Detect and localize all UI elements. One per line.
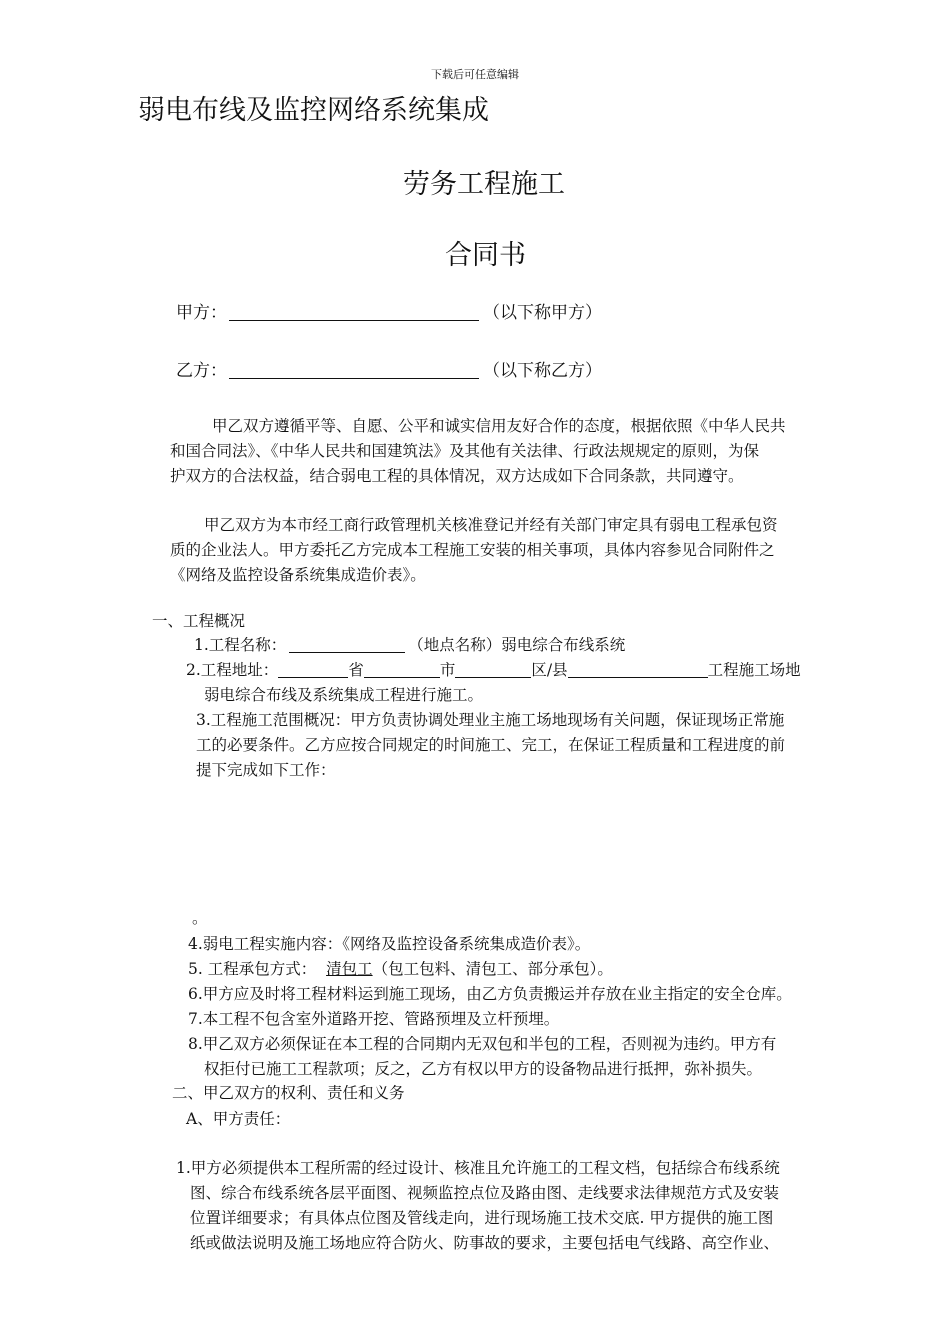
title-line-1: 弱电布线及监控网络系统集成 <box>138 95 489 126</box>
party-b-line <box>176 356 602 381</box>
district-label: 区/县 <box>531 661 568 679</box>
section1-item2-line2: 弱电综合布线及系统集成工程进行施工。 <box>204 686 484 704</box>
section1-item8-line1: 8.甲乙双方必须保证在本工程的合同期内无双包和半包的工程，否则视为违约。甲方有 <box>188 1035 777 1053</box>
item1-prefix: 1.工程名称： <box>194 636 287 654</box>
province-blank[interactable] <box>278 661 348 678</box>
party-a-suffix: （以下称甲方） <box>483 303 602 323</box>
intro-p1-line1: 甲乙双方遵循平等、自愿、公平和诚实信用友好合作的态度，根据依照《中华人民共 <box>212 417 786 435</box>
party-a-label: 甲方： <box>176 303 227 323</box>
title-line-2: 劳务工程施工 <box>403 169 565 200</box>
item1-suffix: （地点名称）弱电综合布线系统 <box>408 636 626 654</box>
item2-prefix: 2.工程地址： <box>186 661 279 679</box>
intro-p1-line2: 和国合同法》、《中华人民共和国建筑法》及其他有关法律、行政法规规定的原则，为保 <box>170 442 760 460</box>
party-b-label: 乙方： <box>176 361 227 381</box>
section2-a1-line1: 1.甲方必须提供本工程所需的经过设计、核准且允许施工的工程文档，包括综合布线系统 <box>176 1159 780 1177</box>
item2-suffix: 工程施工场地 <box>707 661 801 679</box>
party-a-blank[interactable] <box>229 302 479 321</box>
city-blank[interactable] <box>364 661 440 678</box>
contract-mode-value: 清包工 <box>326 960 373 978</box>
section1-item8-line2: 权拒付已施工工程款项；反之，乙方有权以甲方的设备物品进行抵押，弥补损失。 <box>204 1060 763 1078</box>
title-line-3: 合同书 <box>445 240 526 271</box>
intro-p2-line3: 《网络及监控设备系统集成造价表》。 <box>170 566 426 584</box>
section1-item4: 4.弱电工程实施内容：《网络及监控设备系统集成造价表》。 <box>188 935 591 953</box>
section1-item1 <box>194 633 625 657</box>
project-name-blank[interactable] <box>289 636 405 653</box>
address-detail-blank[interactable] <box>568 661 708 678</box>
intro-p1-line3: 护双方的合法权益，结合弱电工程的具体情况，双方达成如下合同条款，共同遵守。 <box>170 467 744 485</box>
section1-item2 <box>186 658 801 682</box>
intro-p2-line1: 甲乙双方为本市经工商行政管理机关核准登记并经有关部门审定具有弱电工程承包资 <box>204 516 778 534</box>
section1-item3-line1: 3.工程施工范围概况：甲方负责协调处理业主施工场地现场有关问题，保证现场正常施 <box>196 711 785 729</box>
province-label: 省 <box>348 661 364 679</box>
section2-a1-line4: 纸或做法说明及施工场地应符合防火、防事故的要求，主要包括电气线路、高空作业、 <box>190 1234 780 1252</box>
section1-dot: 。 <box>192 909 208 927</box>
header-note: 下载后可任意编辑 <box>431 68 519 81</box>
district-blank[interactable] <box>455 661 531 678</box>
section1-item3-line3: 提下完成如下工作： <box>196 761 336 779</box>
section1-item5 <box>188 957 613 981</box>
party-a-line <box>176 298 602 323</box>
intro-p2-line2: 质的企业法人。甲方委托乙方完成本工程施工安装的相关事项，具体内容参见合同附件之 <box>170 541 775 559</box>
section2-a1-line2: 图、综合布线系统各层平面图、视频监控点位及路由图、走线要求法律规范方式及安装 <box>190 1184 780 1202</box>
item5-suffix: （包工包料、清包工、部分承包）。 <box>372 960 613 978</box>
section2-sub-a: A、甲方责任： <box>186 1110 291 1128</box>
section1-item7: 7.本工程不包含室外道路开挖、管路预埋及立杆预埋。 <box>188 1010 560 1028</box>
item5-prefix: 5. 工程承包方式： <box>188 960 317 978</box>
city-label: 市 <box>439 661 456 679</box>
party-b-suffix: （以下称乙方） <box>483 361 602 381</box>
section1-heading: 一、工程概况 <box>152 612 246 630</box>
section1-item3-line2: 工的必要条件。乙方应按合同规定的时间施工、完工，在保证工程质量和工程进度的前 <box>196 736 786 754</box>
section2-heading: 二、甲乙双方的权利、责任和义务 <box>172 1084 405 1102</box>
section2-a1-line3: 位置详细要求；有具体点位图及管线走向，进行现场施工技术交底. 甲方提供的施工图 <box>190 1209 774 1227</box>
section1-item6: 6.甲方应及时将工程材料运到施工现场，由乙方负责搬运并存放在业主指定的安全仓库。 <box>188 985 792 1003</box>
party-b-blank[interactable] <box>229 360 479 379</box>
